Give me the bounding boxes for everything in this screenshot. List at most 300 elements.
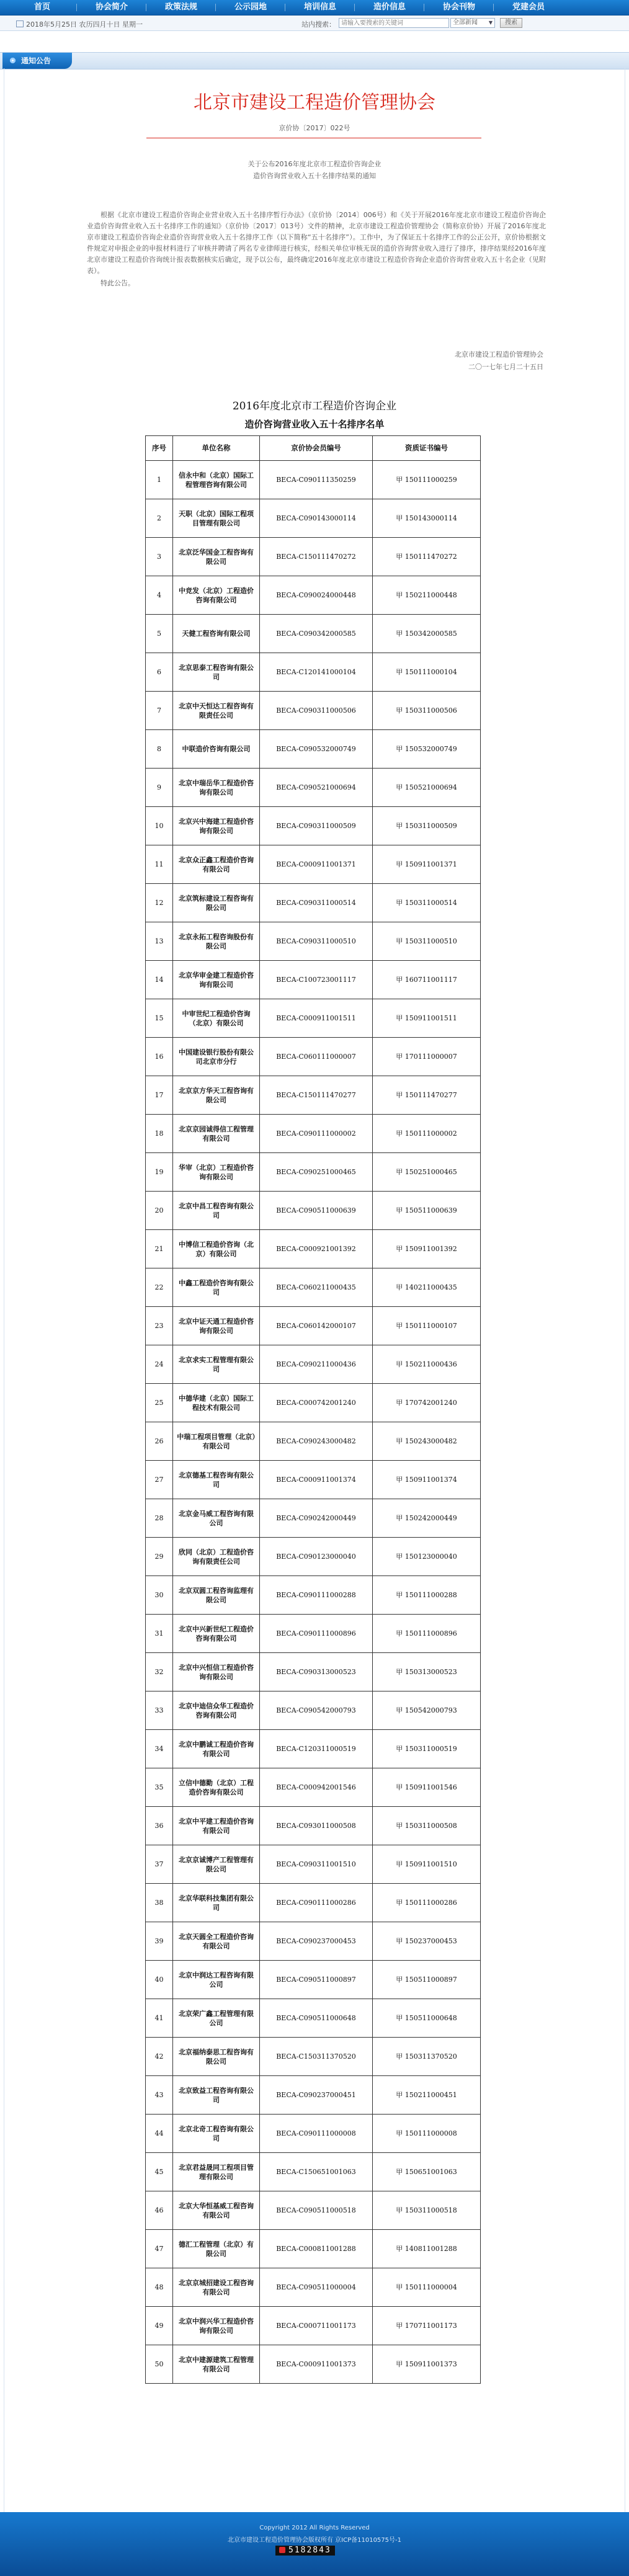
table-row (146, 576, 481, 615)
search-input[interactable] (339, 18, 449, 28)
cell-license-number: 甲 150211000451 (373, 2076, 481, 2115)
cell-member-number: BECA-C100723001117 (260, 961, 373, 999)
cell-member-number: BECA-C090237000453 (260, 1922, 373, 1961)
cell-member-number: BECA-C000911001371 (260, 845, 373, 884)
cell-member-number: BECA-C090532000749 (260, 730, 373, 769)
cell-company-name: 北京中润达工程咨询有限公司 (173, 1961, 260, 1999)
cell-company-name: 欣同（北京）工程造价咨询有限责任公司 (173, 1538, 260, 1576)
cell-member-number: BECA-C090342000585 (260, 615, 373, 653)
cell-member-number: BECA-C150651001063 (260, 2153, 373, 2191)
table-row (146, 2230, 481, 2268)
cell-rank: 33 (146, 1691, 173, 1730)
cell-license-number: 甲 150211000448 (373, 576, 481, 615)
table-row (146, 2307, 481, 2345)
cell-license-number: 甲 150511000648 (373, 1999, 481, 2038)
table-row (146, 2076, 481, 2115)
table-row (146, 999, 481, 1038)
table-row (146, 1461, 481, 1499)
cell-rank: 46 (146, 2191, 173, 2230)
header-member-no: 京价协会员编号 (260, 436, 373, 461)
nav-item[interactable]: 党建会员 (512, 2, 545, 12)
cell-company-name: 北京京诚博产工程管理有限公司 (173, 1845, 260, 1884)
subject-line: 造价咨询营业收入五十名排序结果的通知 (253, 172, 376, 180)
cell-rank: 15 (146, 999, 173, 1038)
search-button[interactable]: 搜索 (500, 18, 522, 28)
cell-license-number: 甲 150911001392 (373, 1230, 481, 1268)
cell-rank: 13 (146, 922, 173, 961)
cell-member-number: BECA-C090521000694 (260, 769, 373, 807)
cell-company-name: 北京荣广鑫工程管理有限公司 (173, 1999, 260, 2038)
cell-rank: 47 (146, 2230, 173, 2268)
info-search-bar (0, 16, 629, 31)
table-row (146, 1768, 481, 1807)
cell-rank: 3 (146, 538, 173, 576)
table-row (146, 769, 481, 807)
table-row (146, 961, 481, 999)
cell-company-name: 北京中瑞岳华工程造价咨询有限公司 (173, 769, 260, 807)
cell-member-number: BECA-C090242000449 (260, 1499, 373, 1538)
cell-rank: 43 (146, 2076, 173, 2115)
cell-member-number: BECA-C090511000004 (260, 2268, 373, 2307)
cell-license-number: 甲 150111470272 (373, 538, 481, 576)
table-row (146, 538, 481, 576)
cell-company-name: 北京中鹏诚工程造价咨询有限公司 (173, 1730, 260, 1768)
cell-license-number: 甲 150111000259 (373, 461, 481, 499)
cell-company-name: 北京中证天通工程造价咨询有限公司 (173, 1307, 260, 1345)
cell-company-name: 北京筑标建设工程咨询有限公司 (173, 884, 260, 922)
table-row (146, 1230, 481, 1268)
table-row (146, 884, 481, 922)
cell-license-number: 甲 150243000482 (373, 1422, 481, 1461)
footer (0, 2512, 629, 2576)
cell-member-number: BECA-C090251000465 (260, 1153, 373, 1192)
cell-company-name: 立信中德勤（北京）工程造价咨询有限公司 (173, 1768, 260, 1807)
cell-company-name: 中联造价咨询有限公司 (173, 730, 260, 769)
cell-company-name: 北京中天恒达工程咨询有限责任公司 (173, 692, 260, 730)
cell-company-name: 北京中平建工程造价咨询有限公司 (173, 1807, 260, 1845)
nav-item[interactable]: 首页 (7, 0, 77, 15)
cell-company-name: 北京福纳泰思工程咨询有限公司 (173, 2038, 260, 2076)
table-subtitle: 造价咨询营业收入五十名排序名单 (244, 419, 385, 430)
cell-member-number: BECA-C000711001173 (260, 2307, 373, 2345)
cell-member-number: BECA-C150111470277 (260, 1076, 373, 1115)
cell-member-number: BECA-C090237000451 (260, 2076, 373, 2115)
table-row (146, 1345, 481, 1384)
table-row (146, 2191, 481, 2230)
cell-license-number: 甲 150911001511 (373, 999, 481, 1038)
cell-company-name: 北京京方华天工程咨询有限公司 (173, 1076, 260, 1115)
article (0, 68, 629, 2512)
cell-company-name: 北京思泰工程咨询有限公司 (173, 653, 260, 692)
current-date (16, 19, 143, 29)
cell-rank: 49 (146, 2307, 173, 2345)
cell-company-name: 信永中和（北京）国际工程管理咨询有限公司 (173, 461, 260, 499)
cell-license-number: 甲 150911001374 (373, 1461, 481, 1499)
cell-member-number: BECA-C000911001373 (260, 2345, 373, 2384)
cell-rank: 18 (146, 1115, 173, 1153)
cell-rank: 1 (146, 461, 173, 499)
cell-member-number: BECA-C090111350259 (260, 461, 373, 499)
cell-license-number: 甲 150111000004 (373, 2268, 481, 2307)
cell-company-name: 中鑫工程造价咨询有限公司 (173, 1268, 260, 1307)
cell-company-name: 北京京城招建设工程咨询有限公司 (173, 2268, 260, 2307)
cell-company-name: 北京北奇工程咨询有限公司 (173, 2115, 260, 2153)
cell-member-number: BECA-C090111000288 (260, 1576, 373, 1615)
header-rank: 序号 (146, 436, 173, 461)
ranking-table (145, 435, 481, 2384)
cell-rank: 12 (146, 884, 173, 922)
table-row (146, 1576, 481, 1615)
table-row (146, 922, 481, 961)
header-license-no: 资质证书编号 (373, 436, 481, 461)
cell-rank: 31 (146, 1615, 173, 1653)
cell-license-number: 甲 150111000107 (373, 1307, 481, 1345)
cell-company-name: 北京中润兴华工程造价咨询有限公司 (173, 2307, 260, 2345)
cell-license-number: 甲 150911001510 (373, 1845, 481, 1884)
cell-company-name: 北京致益工程咨询有限公司 (173, 2076, 260, 2115)
table-row (146, 1653, 481, 1691)
cell-rank: 21 (146, 1230, 173, 1268)
table-row (146, 1307, 481, 1345)
cell-rank: 22 (146, 1268, 173, 1307)
cell-company-name: 北京中兴新世纪工程造价咨询有限公司 (173, 1615, 260, 1653)
cell-rank: 2 (146, 499, 173, 538)
table-row (146, 461, 481, 499)
cell-company-name: 北京中兴恒信工程造价咨询有限公司 (173, 1653, 260, 1691)
cell-company-name: 中国建设银行股份有限公司北京市分行 (173, 1038, 260, 1076)
cell-rank: 32 (146, 1653, 173, 1691)
cell-company-name: 北京泛华国金工程咨询有限公司 (173, 538, 260, 576)
cell-rank: 10 (146, 807, 173, 845)
cell-member-number: BECA-C090311000514 (260, 884, 373, 922)
table-row (146, 1999, 481, 2038)
cell-member-number: BECA-C060111000007 (260, 1038, 373, 1076)
cell-rank: 5 (146, 615, 173, 653)
cell-rank: 40 (146, 1961, 173, 1999)
table-row (146, 2345, 481, 2384)
cell-member-number: BECA-C060142000107 (260, 1307, 373, 1345)
nav-item[interactable]: 公示园地 (216, 0, 285, 15)
cell-license-number: 甲 150111000896 (373, 1615, 481, 1653)
cell-company-name: 北京中昌工程咨询有限公司 (173, 1192, 260, 1230)
cell-member-number: BECA-C090311000509 (260, 807, 373, 845)
cell-rank: 14 (146, 961, 173, 999)
cell-license-number: 甲 170711001173 (373, 2307, 481, 2345)
cell-company-name: 北京双圆工程咨询监理有限公司 (173, 1576, 260, 1615)
main-nav-list (0, 0, 629, 15)
cell-member-number: BECA-C090542000793 (260, 1691, 373, 1730)
table-row (146, 2268, 481, 2307)
cell-company-name: 北京京园诚得信工程管理有限公司 (173, 1115, 260, 1153)
table-row (146, 1038, 481, 1076)
cell-rank: 38 (146, 1884, 173, 1922)
cell-company-name: 北京华审金建工程造价咨询有限公司 (173, 961, 260, 999)
cell-company-name: 天职（北京）国际工程项目管理有限公司 (173, 499, 260, 538)
cell-rank: 34 (146, 1730, 173, 1768)
cell-license-number: 甲 140811001288 (373, 2230, 481, 2268)
cell-company-name: 北京永拓工程咨询股份有限公司 (173, 922, 260, 961)
cell-license-number: 甲 150311000514 (373, 884, 481, 922)
cell-company-name: 德汇工程管理（北京）有限公司 (173, 2230, 260, 2268)
table-row (146, 1807, 481, 1845)
table-row (146, 1422, 481, 1461)
main-nav (0, 0, 629, 16)
header-company: 单位名称 (173, 436, 260, 461)
cell-license-number: 甲 150342000585 (373, 615, 481, 653)
cell-license-number: 甲 150111000104 (373, 653, 481, 692)
body-paragraph: 特此公告。 (100, 279, 135, 287)
cell-rank: 36 (146, 1807, 173, 1845)
table-row (146, 1922, 481, 1961)
cell-rank: 9 (146, 769, 173, 807)
search-scope-select[interactable] (450, 18, 495, 28)
table-row (146, 1691, 481, 1730)
cell-member-number: BECA-C000911001374 (260, 1461, 373, 1499)
cell-member-number: BECA-C090511000897 (260, 1961, 373, 1999)
table-row (146, 499, 481, 538)
cell-license-number: 甲 150111470277 (373, 1076, 481, 1115)
chevron-down-icon: ▼ (488, 20, 493, 25)
cell-company-name: 北京众正鑫工程造价咨询有限公司 (173, 845, 260, 884)
search-label: 站内搜索： (301, 20, 336, 29)
table-title: 2016年度北京市工程造价咨询企业 (232, 400, 397, 412)
footer-organization: 北京市建设工程造价管理协会版权所有 京ICP备11010575号-1 (227, 2537, 401, 2544)
table-row (146, 1499, 481, 1538)
cell-company-name: 中竞发（北京）工程造价咨询有限公司 (173, 576, 260, 615)
cell-member-number: BECA-C150311370520 (260, 2038, 373, 2076)
cell-rank: 17 (146, 1076, 173, 1115)
cell-rank: 25 (146, 1384, 173, 1422)
cell-member-number: BECA-C000911001511 (260, 999, 373, 1038)
cell-license-number: 甲 150911001373 (373, 2345, 481, 2384)
cell-rank: 19 (146, 1153, 173, 1192)
cell-license-number: 甲 150521000694 (373, 769, 481, 807)
cell-license-number: 甲 150311000519 (373, 1730, 481, 1768)
cell-member-number: BECA-C090123000040 (260, 1538, 373, 1576)
cell-license-number: 甲 150311000509 (373, 807, 481, 845)
cell-rank: 29 (146, 1538, 173, 1576)
cell-member-number: BECA-C000811001288 (260, 2230, 373, 2268)
cell-rank: 42 (146, 2038, 173, 2076)
cell-company-name: 北京德基工程咨询有限公司 (173, 1461, 260, 1499)
cell-license-number: 甲 150511000639 (373, 1192, 481, 1230)
section-header (0, 52, 629, 69)
cell-license-number: 甲 150651001063 (373, 2153, 481, 2191)
table-row (146, 807, 481, 845)
cell-license-number: 甲 150311370520 (373, 2038, 481, 2076)
cell-member-number: BECA-C090024000448 (260, 576, 373, 615)
cell-member-number: BECA-C090143000114 (260, 499, 373, 538)
cell-license-number: 甲 150911001371 (373, 845, 481, 884)
article-title: 北京市建设工程造价管理协会 (194, 92, 435, 114)
cell-license-number: 甲 150511000897 (373, 1961, 481, 1999)
table-row (146, 1268, 481, 1307)
table-row (146, 1076, 481, 1115)
nav-item[interactable]: 政策法规 (146, 0, 216, 15)
cell-member-number: BECA-C000742001240 (260, 1384, 373, 1422)
cell-rank: 41 (146, 1999, 173, 2038)
cell-rank: 37 (146, 1845, 173, 1884)
cell-license-number: 甲 150311000508 (373, 1807, 481, 1845)
table-header-row (146, 436, 481, 461)
cell-license-number: 甲 150211000436 (373, 1345, 481, 1384)
cell-member-number: BECA-C090243000482 (260, 1422, 373, 1461)
copyright-text: Copyright 2012 All Rights Reserved (259, 2525, 370, 2531)
cell-license-number: 甲 160711001117 (373, 961, 481, 999)
counter-icon (279, 2547, 285, 2553)
cell-rank: 16 (146, 1038, 173, 1076)
cell-member-number: BECA-C090111000002 (260, 1115, 373, 1153)
table-row (146, 615, 481, 653)
cell-license-number: 甲 150111000288 (373, 1576, 481, 1615)
cell-company-name: 中瑞工程项目管理（北京）有限公司 (173, 1422, 260, 1461)
calendar-icon (16, 20, 24, 27)
cell-member-number: BECA-C150111470272 (260, 538, 373, 576)
cell-member-number: BECA-C090311001510 (260, 1845, 373, 1884)
cell-license-number: 甲 150251000465 (373, 1153, 481, 1192)
cell-company-name: 北京中迪信众华工程造价咨询有限公司 (173, 1691, 260, 1730)
cell-member-number: BECA-C120311000519 (260, 1730, 373, 1768)
cell-rank: 6 (146, 653, 173, 692)
cell-member-number: BECA-C090511000639 (260, 1192, 373, 1230)
section-tab (2, 53, 72, 69)
cell-rank: 27 (146, 1461, 173, 1499)
cell-company-name: 北京大华恒基威工程咨询有限公司 (173, 2191, 260, 2230)
cell-company-name: 华审（北京）工程造价咨询有限公司 (173, 1153, 260, 1192)
cell-rank: 39 (146, 1922, 173, 1961)
cell-license-number: 甲 170111000007 (373, 1038, 481, 1076)
table-row (146, 1845, 481, 1884)
cell-rank: 30 (146, 1576, 173, 1615)
cell-rank: 4 (146, 576, 173, 615)
cell-license-number: 甲 150111000286 (373, 1884, 481, 1922)
cell-rank: 26 (146, 1422, 173, 1461)
cell-company-name: 中博信工程造价咨询（北京）有限公司 (173, 1230, 260, 1268)
table-row (146, 1384, 481, 1422)
body-paragraph: 根据《北京市建设工程造价咨询企业营业收入五十名排序暂行办法》（京价协〔2014〕006号）和《关于开展2016年度北京市建设工程造价咨询企业造价咨询营业收入五十名排序工作的通知》（京价协〔2017〕013号）文件的精神，北京市建设工程造价管理协会（简称京价协）开展了2016年度北京市建设工程造价咨询企业造价咨询营业收入五十名排序工作（以下简称“五十名排序”）。工作中，为了保证五十名排序工作的公正公开，京价协根据文件规定对申报企业的申报材料进行了审核并聘请了两名专业律师进行核实，经相关单位审核无误的造价咨询营业收入进行了排序，排序结果经2016年度北京市建设工程造价咨询统计报表数据核实后确定，现予以公布，最终确定2016年度北京市建设工程造价咨询企业造价咨询营业收入五十名企业（见附表）。 (87, 211, 546, 275)
cell-member-number: BECA-C090111000896 (260, 1615, 373, 1653)
cell-member-number: BECA-C000921001392 (260, 1230, 373, 1268)
table-row (146, 2153, 481, 2191)
cell-rank: 23 (146, 1307, 173, 1345)
cell-license-number: 甲 150532000749 (373, 730, 481, 769)
cell-rank: 8 (146, 730, 173, 769)
cell-rank: 35 (146, 1768, 173, 1807)
table-row (146, 1615, 481, 1653)
table-row (146, 1538, 481, 1576)
cell-company-name: 北京华联科技集团有限公司 (173, 1884, 260, 1922)
table-row (146, 1730, 481, 1768)
cell-rank: 20 (146, 1192, 173, 1230)
cell-license-number: 甲 150911001546 (373, 1768, 481, 1807)
cell-member-number: BECA-C000942001546 (260, 1768, 373, 1807)
table-row (146, 845, 481, 884)
search-scope-value: 全部新闻 (453, 19, 478, 26)
cell-rank: 44 (146, 2115, 173, 2153)
cell-license-number: 甲 170742001240 (373, 1384, 481, 1422)
subject-line: 关于公布2016年度北京市工程造价咨询企业 (248, 160, 381, 168)
bullet-icon (10, 58, 16, 63)
table-row (146, 1192, 481, 1230)
signature-organization: 北京市建设工程造价管理协会 (455, 350, 543, 359)
cell-company-name: 北京兴中海建工程造价咨询有限公司 (173, 807, 260, 845)
table-row (146, 1153, 481, 1192)
section-title: 通知公告 (21, 56, 51, 65)
ranking-table-body (146, 461, 481, 2384)
cell-member-number: BECA-C120141000104 (260, 653, 373, 692)
cell-rank: 50 (146, 2345, 173, 2384)
cell-member-number: BECA-C090111000008 (260, 2115, 373, 2153)
cell-member-number: BECA-C090511000518 (260, 2191, 373, 2230)
cell-member-number: BECA-C060211000435 (260, 1268, 373, 1307)
cell-member-number: BECA-C090311000506 (260, 692, 373, 730)
cell-license-number: 甲 150242000449 (373, 1499, 481, 1538)
nav-item[interactable]: 协会简介 (77, 0, 146, 15)
table-row (146, 692, 481, 730)
cell-rank: 28 (146, 1499, 173, 1538)
cell-company-name: 天健工程咨询有限公司 (173, 615, 260, 653)
visit-counter (275, 2546, 335, 2556)
cell-license-number: 甲 150111000002 (373, 1115, 481, 1153)
cell-member-number: BECA-C090313000523 (260, 1653, 373, 1691)
cell-member-number: BECA-C090211000436 (260, 1345, 373, 1384)
table-row (146, 653, 481, 692)
cell-member-number: BECA-C090311000510 (260, 922, 373, 961)
cell-license-number: 甲 150313000523 (373, 1653, 481, 1691)
cell-license-number: 甲 150311000518 (373, 2191, 481, 2230)
cell-company-name: 中德华建（北京）国际工程技术有限公司 (173, 1384, 260, 1422)
cell-rank: 11 (146, 845, 173, 884)
cell-license-number: 甲 150311000506 (373, 692, 481, 730)
document-number: 京价协〔2017〕022号 (279, 124, 350, 132)
cell-rank: 24 (146, 1345, 173, 1384)
cell-rank: 45 (146, 2153, 173, 2191)
cell-company-name: 北京天圆全工程造价咨询有限公司 (173, 1922, 260, 1961)
cell-license-number: 甲 140211000435 (373, 1268, 481, 1307)
cell-company-name: 北京求实工程管理有限公司 (173, 1345, 260, 1384)
nav-item[interactable]: 培训信息 (285, 0, 355, 15)
table-row (146, 1884, 481, 1922)
date-text: 2018年5月25日 农历四月十日 星期一 (26, 20, 143, 29)
cell-member-number: BECA-C090511000648 (260, 1999, 373, 2038)
cell-company-name: 北京君益晟同工程项目管理有限公司 (173, 2153, 260, 2191)
cell-company-name: 北京金马威工程咨询有限公司 (173, 1499, 260, 1538)
table-row (146, 1115, 481, 1153)
cell-license-number: 甲 150123000040 (373, 1538, 481, 1576)
cell-company-name: 中审世纪工程造价咨询（北京）有限公司 (173, 999, 260, 1038)
cell-license-number: 甲 150143000114 (373, 499, 481, 538)
nav-item[interactable]: 协会刊物 (424, 0, 494, 15)
table-row (146, 2038, 481, 2076)
cell-company-name: 北京中建源建筑工程管理有限公司 (173, 2345, 260, 2384)
table-row (146, 730, 481, 769)
notice-subject (0, 158, 629, 182)
cell-license-number: 甲 150237000453 (373, 1922, 481, 1961)
cell-license-number: 甲 150111000008 (373, 2115, 481, 2153)
table-row (146, 2115, 481, 2153)
signature-date: 二〇一七年七月二十五日 (468, 363, 543, 371)
cell-rank: 48 (146, 2268, 173, 2307)
visit-count: 5182843 (288, 2546, 331, 2555)
cell-member-number: BECA-C093011000508 (260, 1807, 373, 1845)
notice-body (87, 210, 546, 290)
nav-item[interactable]: 造价信息 (355, 0, 424, 15)
table-row (146, 1961, 481, 1999)
cell-member-number: BECA-C090111000286 (260, 1884, 373, 1922)
cell-rank: 7 (146, 692, 173, 730)
cell-license-number: 甲 150311000510 (373, 922, 481, 961)
cell-license-number: 甲 150542000793 (373, 1691, 481, 1730)
